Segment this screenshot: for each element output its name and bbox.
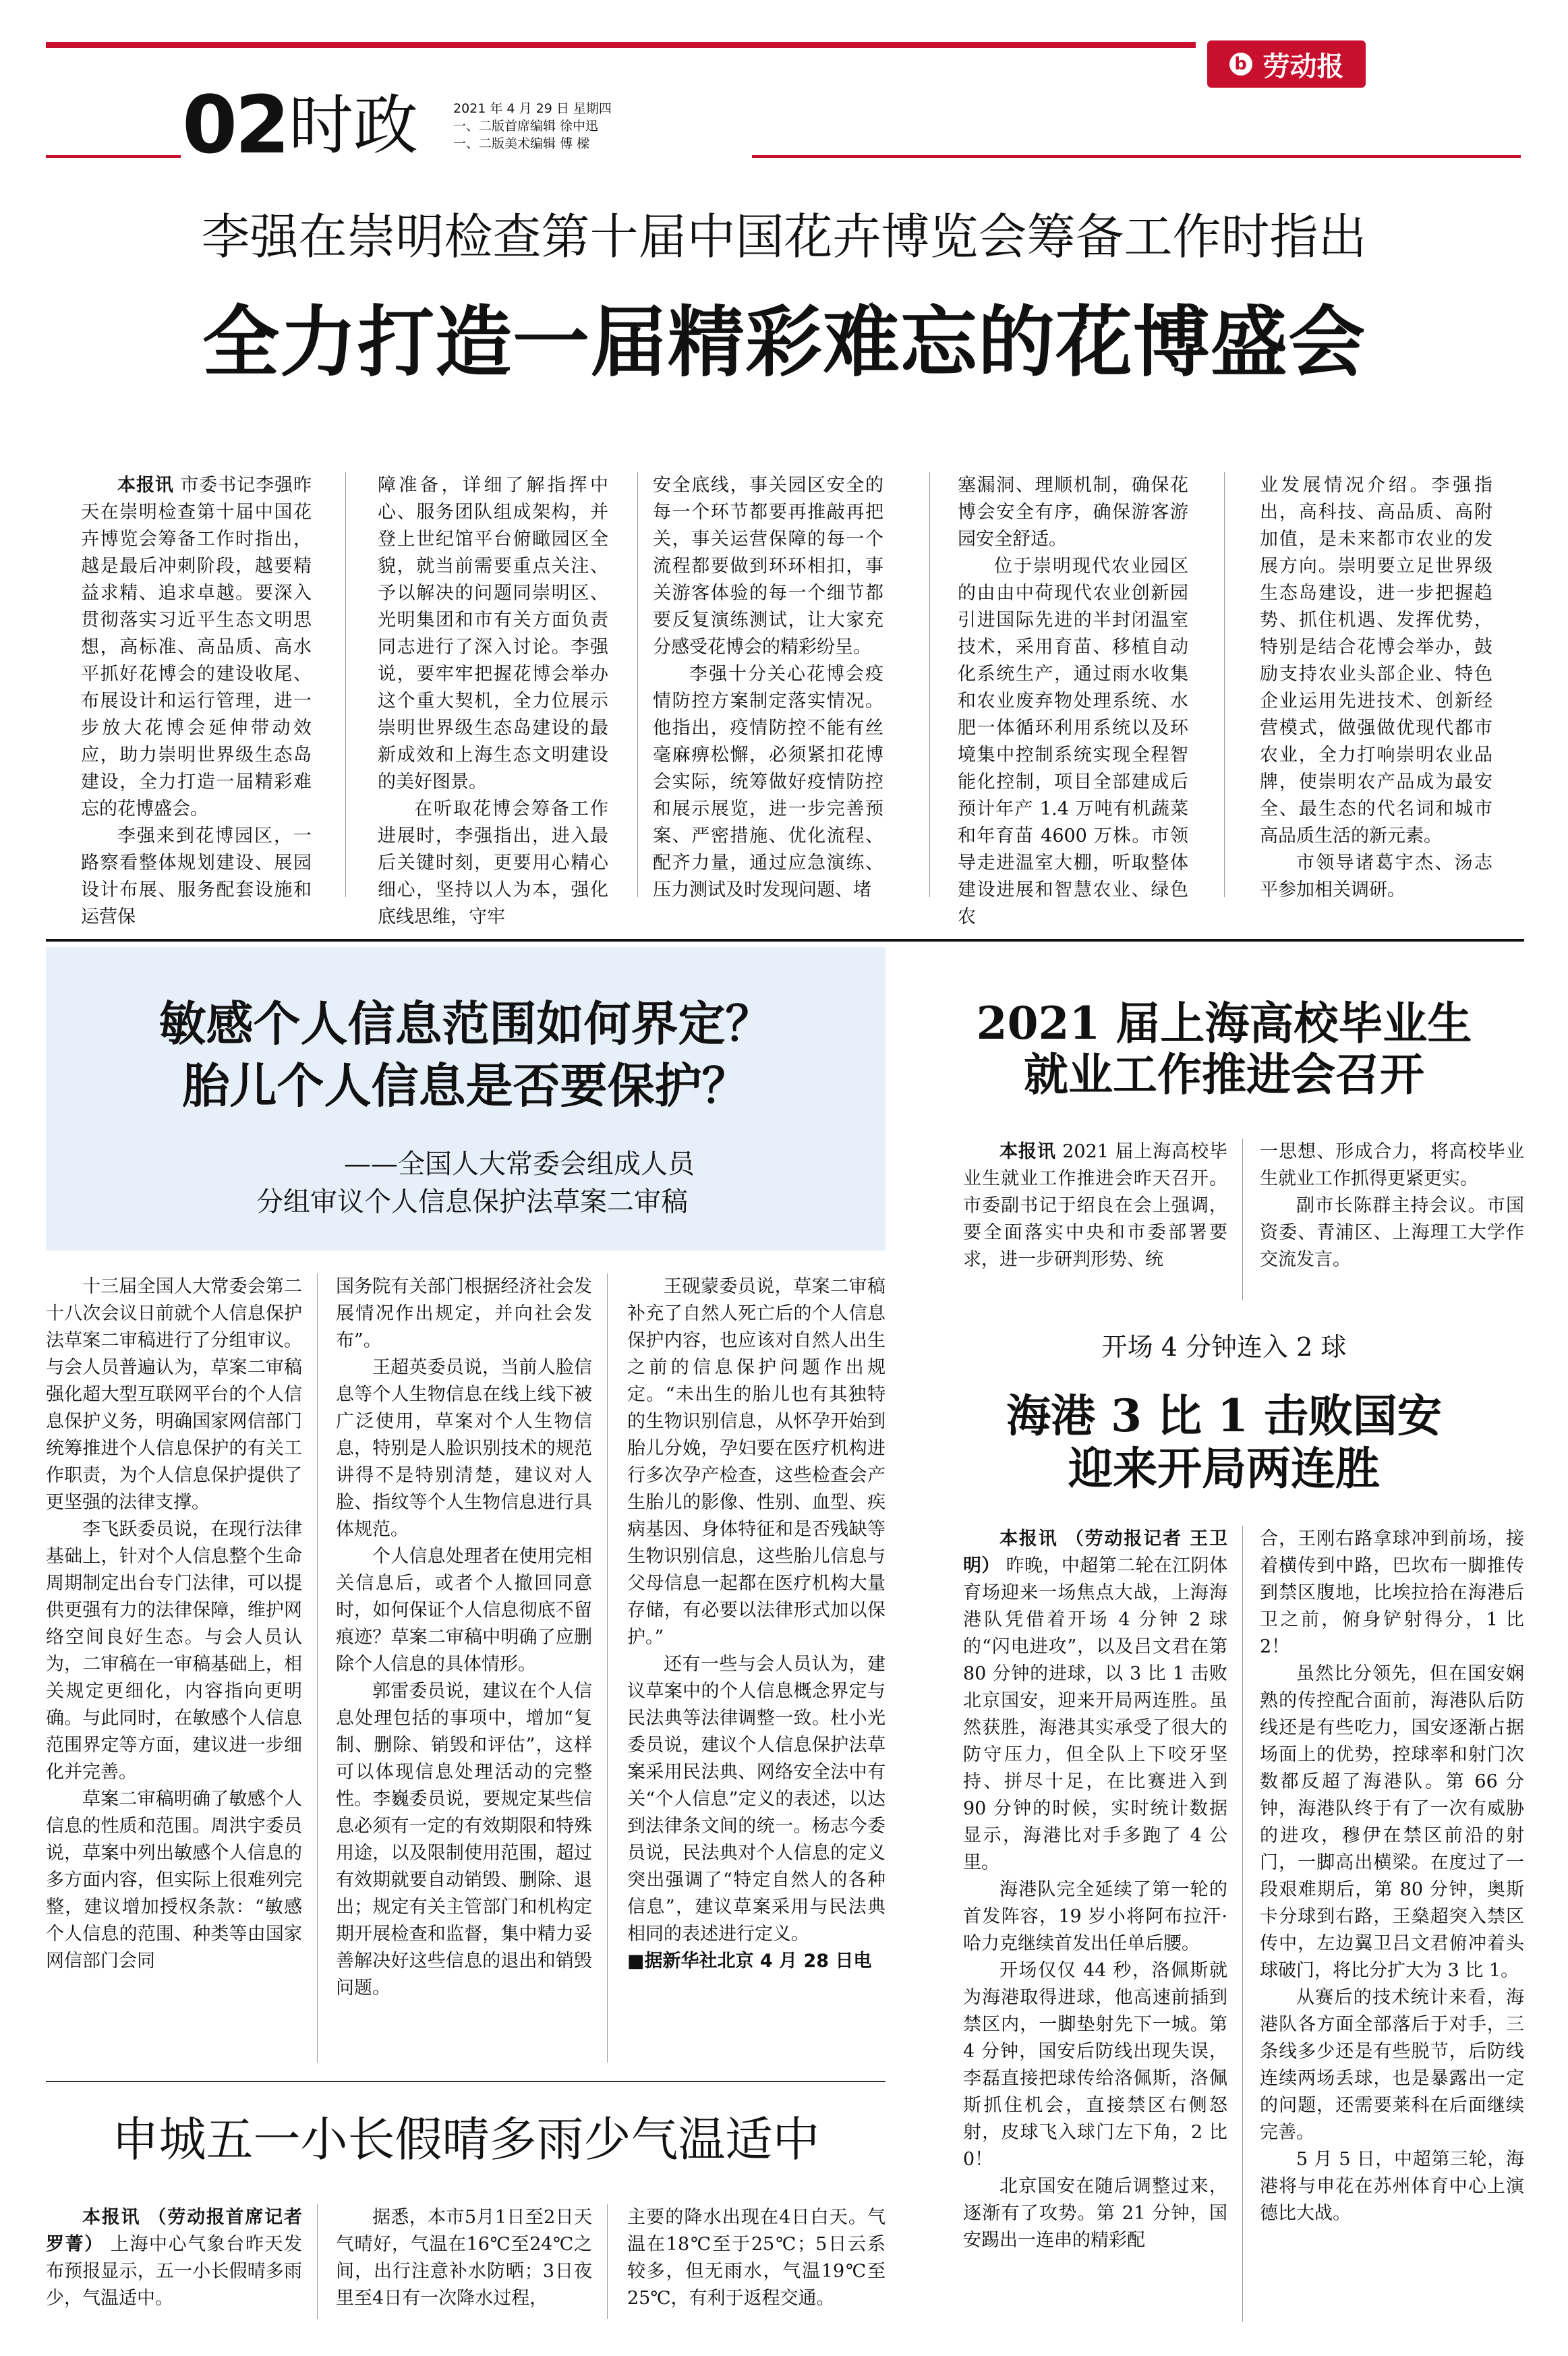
privacy-column-2: 国务院有关部门根据经济社会发展情况作出规定，并向社会发布”。 王超英委员说，当前人脸信息等个人生物信息在线上线下被广泛使用，草案对个人生物信息，特别是人脸识别技术的规范讲得不是特别清楚，建议对人脸、指纹等个人生物信息进行具体规范。 个人信息处理者在使用完相关信息后，或者个人撤回同意时，如何保证个人信息彻底不留痕迹？草案二审稿中明确了应删除个人信息的具体情形。 郭雷委员说，建议在个人信息处理包括的事项中，增加“复制、删除、销毁和评估”，这样可以体现信息处理活动的完整性。李巍委员说，要规定某些信息必须有一定的有效期限和特殊用途，以及限制使用范围，超过有效期就要自动销毁、删除、退出；规定有关主管部门和机构定期开展检查和监督，集中精力妥善解决好这些信息的退出和销毁问题。 <box>336 1276 592 1999</box>
column-divider <box>607 1273 608 2063</box>
privacy-headline-2: 胎儿个人信息是否要保护？ <box>182 1058 749 1114</box>
grads-headline-2: 就业工作推进会召开 <box>1024 1048 1424 1101</box>
grads-byline: 本报讯 <box>999 1141 1056 1162</box>
section-divider <box>46 939 1524 942</box>
column-divider <box>317 2204 318 2319</box>
lead-column-4: 塞漏洞、理顺机制，确保花博会安全有序，确保游客游园安全舒适。 位于崇明现代农业园区的由由中荷现代农业创新园引进国际先进的半封闭温室技术，采用育苗、移植自动化系统生产，通过雨水收集和农业废弃物处理系统、水肥一体循环利用系统以及环境集中控制系统实现全程智能化控制，项目全部建成后预计年产 1.4 万吨有机蔬菜和年育苗 4600 万株。市领导走进温室大棚，听取整体建设进展和智慧农业、绿色农 <box>958 475 1188 927</box>
issue-date: 2021 年 4 月 29 日 星期四 <box>453 101 612 116</box>
privacy-column-3: 王砚蒙委员说，草案二审稿补充了自然人死亡后的个人信息保护内容，也应该对自然人出生之前的信息保护问题作出规定。“未出生的胎儿也有其独特的生物识别信息，从怀孕开始到胎儿分娩，孕妇要在医疗机构进行多次孕产检查，这些检查会产生胎儿的影像、性别、血型、疾病基因、身体特征和是否残缺等生物识别信息，这些胎儿信息与父母信息一起都在医疗机构大量存储，有必要以法律形式加以保护。” 还有一些与会人员认为，建议草案中的个人信息概念界定与民法典等法律调整一致。杜小光委员说，建议个人信息保护法草案采用民法典、网络安全法中有关“个人信息”定义的表述，以达到法律条文间的统一。杨志今委员说，民法典对个人信息的定义突出强调了“特定自然人的各种信息”，建议草案采用与民法典相同的表述进行定义。 ■据新华社北京 4 月 28 日电 <box>627 1276 885 1972</box>
chief-editor: 一、二版首席编辑 徐中迅 <box>453 119 599 134</box>
lead-headline: 全力打造一届精彩难忘的花博盛会 <box>202 297 1366 387</box>
privacy-column-1: 十三届全国人大常委会第二十八次会议日前就个人信息保护法草案二审稿进行了分组审议。与会人员普遍认为，草案二审稿强化超大型互联网平台的个人信息保护义务，明确国家网信部门统筹推进个人信息保护的有关工作职责，为个人信息保护提供了更坚强的法律支撑。 李飞跃委员说，在现行法律基础上，针对个人信息整个生命周期制定出台专门法律，可以提供更强有力的法律保障，维护网络空间良好生态。与会人员认为，二审稿在一审稿基础上，相关规定更细化，内容指向更明确。与此同时，在敏感个人信息范围界定等方面，建议进一步细化并完善。 草案二审稿明确了敏感个人信息的性质和范围。周洪宇委员说，草案中列出敏感个人信息的多方面内容，但实际上很难列完整，建议增加授权条款：“敏感个人信息的范围、种类等由国家网信部门会同 <box>46 1276 302 1972</box>
lead-byline: 本报讯 <box>117 475 174 496</box>
football-headline-2: 迎来开局两连胜 <box>1068 1442 1380 1495</box>
column-divider <box>1242 1139 1243 1300</box>
column-divider <box>929 472 930 897</box>
lead-column-1: 本报讯 市委书记李强昨天在崇明检查第十届中国花卉博览会筹备工作时指出，越是最后冲刺阶段，越要精益求精、追求卓越。要深入贯彻落实习近平生态文明思想，高标准、高品质、高水平抓好花博会的建设收尾、布展设计和运行管理，进一步放大花博会延伸带动效应，助力崇明世界级生态岛建设，全力打造一届精彩难忘的花博盛会。 李强来到花博园区，一路察看整体规划建设、展园设计布展、服务配套设施和运营保 <box>81 475 312 927</box>
football-column-2: 合，王刚右路拿球冲到前场，接着横传到中路，巴坎布一脚推传到禁区腹地，比埃拉拾在海港后卫之前，俯身铲射得分，1 比 2！ 虽然比分领先，但在国安娴熟的传控配合面前，海港队后防线还是有些吃力，国安逐渐占据场面上的优势，控球率和射门次数都反超了海港队。第 66 分钟，海港队终于有了一次有威胁的进攻，穆伊在禁区前沿的射门，一脚高出横梁。在度过了一段艰难期后，第 80 分钟，奥斯卡分球到右路，王燊超突入禁区传中，左边翼卫吕文君俯冲着头球破门，将比分扩大为 3 比 1。 从赛后的技术统计来看，海港队各方面全部落后于对手，三条线多少还是有些脱节，后防线连续两场丢球，也是暴露出一定的问题，还需要莱科在后面继续完善。 5 月 5 日，中超第三轮，海港将与申花在苏州体育中心上演德比大战。 <box>1260 1528 1524 2224</box>
newspaper-logo <box>1207 40 1366 88</box>
weather-headline: 申城五一小长假晴多雨少气温适中 <box>111 2112 820 2167</box>
page-number: 02 <box>182 78 288 171</box>
art-editor: 一、二版美术编辑 傅 樑 <box>453 136 590 151</box>
section-divider <box>46 2081 885 2082</box>
grads-headline-1: 2021 届上海高校毕业生 <box>976 997 1472 1050</box>
weather-column-1: 本报讯 （劳动报首席记者 罗菁） 上海中心气象台昨天发布预报显示，五一小长假晴多雨少，气温适中。 <box>46 2207 303 2309</box>
weather-column-3: 主要的降水出现在4日白天。气温在18℃至于25℃；5日云系较多，但无雨水，气温19℃至25℃，有利于返程交通。 <box>627 2207 885 2309</box>
grads-column-2: 一思想、形成合力，将高校毕业生就业工作抓得更紧更实。 副市长陈群主持会议。市国资委、青浦区、上海理工大学作交流发言。 <box>1260 1141 1524 1270</box>
column-divider <box>1224 472 1225 897</box>
football-headline-1: 海港 3 比 1 击败国安 <box>1006 1389 1442 1442</box>
column-divider <box>607 2204 608 2319</box>
lead-column-3: 安全底线，事关园区安全的每一个环节都要再推敲再把关，事关运营保障的每一个流程都要做到环环相扣，事关游客体验的每一个细节都要反复演练测试，让大家充分感受花博会的精彩纷呈。 李强十分关心花博会疫情防控方案制定落实情况。他指出，疫情防控不能有丝毫麻痹松懈，必须紧扣花博会实际，统筹做好疫情防控和展示展览，进一步完善预案、严密措施、优化流程、配齐力量，通过应急演练、压力测试及时发现问题、堵 <box>653 475 883 900</box>
lead-column-2: 障准备，详细了解指挥中心、服务团队组成架构，并登上世纪馆平台俯瞰园区全貌，就当前需要重点关注、予以解决的问题同崇明区、光明集团和市有关方面负责同志进行了深入讨论。李强说，要牢牢把握花博会举办这个重大契机，全力位展示崇明世界级生态岛建设的最新成效和上海生态文明建设的美好图景。 在听取花博会筹备工作进展时，李强指出，进入最后关键时刻，更要用心精心细心，坚持以人为本，强化底线思维，守牢 <box>378 475 608 927</box>
column-divider <box>1242 1526 1243 2322</box>
column-divider <box>317 1273 318 2063</box>
lead-column-5: 业发展情况介绍。李强指出，高科技、高品质、高附加值，是未来都市农业的发展方向。崇明要立足世界级生态岛建设，进一步把握趋势、抓住机遇、发挥优势，特别是结合花博会举办，鼓励支持农业头部企业、特色企业运用先进技术、创新经营模式，做强做优现代都市农业，全力打响崇明农业品牌，使崇明农产品成为最安全、最生态的代名词和城市高品质生活的新元素。 市领导诸葛宇杰、汤志平参加相关调研。 <box>1260 475 1492 900</box>
privacy-subtitle-1: ——全国人大常委会组成人员 <box>344 1149 695 1180</box>
logo-text: 劳动报 <box>1262 51 1344 82</box>
football-byline: 本报讯 （劳动报记者 王卫明） <box>963 1528 1227 1576</box>
section-name: 时政 <box>289 88 418 163</box>
football-kicker: 开场 4 分钟连入 2 球 <box>1101 1332 1347 1362</box>
grads-column-1: 本报讯 2021 届上海高校毕业生就业工作推进会昨天召开。市委副书记于绍良在会上强调，要全面落实中央和市委部署要求，进一步研判形势、统 <box>963 1141 1227 1270</box>
header-red-rule <box>46 155 181 158</box>
privacy-source: ■据新华社北京 4 月 28 日电 <box>627 1951 872 1972</box>
logo-mark-icon: b <box>1229 53 1252 76</box>
football-column-1: 本报讯 （劳动报记者 王卫明） 昨晚，中超第二轮在江阴体育场迎来一场焦点大战，上海海港队凭借着开场 4 分钟 2 球的“闪电进攻”，以及吕文君在第 80 分钟的进球，以 3 比 1 击败北京国安，迎来开局两连胜。虽然获胜，海港其实承受了很大的防守压力，但全队上下咬牙坚持、拼尽十足，在比赛进入到 90 分钟的时候，实时统计数据显示，海港比对手多跑了 4 公里。 海港队完全延续了第一轮的首发阵容，19 岁小将阿布拉汗·哈力克继续首发出任单后腰。 开场仅仅 44 秒，洛佩斯就为海港取得进球，他高速前插到禁区内，一脚垫射先下一城。第 4 分钟，国安后防线出现失误，李磊直接把球传给洛佩斯，洛佩斯抓住机会，直接禁区右侧怒射，皮球飞入球门左下角，2 比 0！ 北京国安在随后调整过来，逐渐有了攻势。第 21 分钟，国安踢出一连串的精彩配 <box>963 1528 1227 2251</box>
column-divider <box>345 472 346 897</box>
weather-byline: 本报讯 （劳动报首席记者 罗菁） <box>46 2207 302 2255</box>
privacy-subtitle-2: 分组审议个人信息保护法草案二审稿 <box>256 1186 688 1217</box>
top-red-rule <box>46 42 1196 48</box>
lead-kicker: 李强在崇明检查第十届中国花卉博览会筹备工作时指出 <box>201 208 1367 265</box>
column-divider <box>637 472 638 897</box>
privacy-headline-1: 敏感个人信息范围如何界定？ <box>158 996 773 1052</box>
header-red-rule-right <box>752 155 1521 158</box>
masthead-meta <box>453 100 736 152</box>
weather-column-2: 据悉，本市5月1日至2日天气晴好，气温在16℃至24℃之间，出行注意补水防晒；3日夜里至4日有一次降水过程， <box>336 2207 592 2309</box>
